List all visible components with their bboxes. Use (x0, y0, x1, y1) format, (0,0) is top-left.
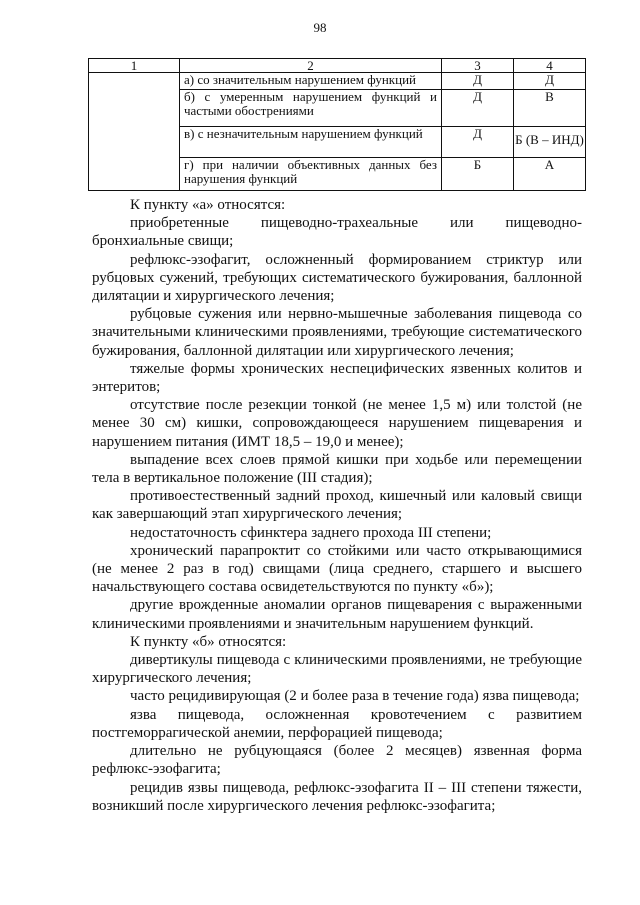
table-category-cell: Б (442, 158, 514, 191)
table-header-cell: 1 (89, 59, 180, 73)
paragraph: рубцовые сужения или нервно-мышечные заболевания пищевода со значительными клиническими проявлениями, требующие систематического бужирования, баллонной дилятации или хирургического лечения; (92, 306, 582, 359)
paragraph: рефлюкс-эзофагит, осложненный формированием стриктур или рубцовых сужений, требующих систематического бужирования, баллонной дилятации и хирургического лечения; (92, 251, 582, 305)
table-category-cell: А (514, 158, 586, 191)
table-category-cell: Д (514, 73, 586, 90)
category-table (88, 58, 586, 191)
table-header-cell: 4 (514, 59, 586, 73)
table-header-cell: 3 (442, 59, 514, 73)
table-row-label: а) со значительным нарушением функций (180, 73, 442, 90)
section-heading: К пункту «б» относятся: (130, 633, 287, 650)
paragraph: часто рецидивирующая (2 и более раза в течение года) язва пищевода; (130, 688, 580, 705)
paragraph: отсутствие после резекции тонкой (не менее 1,5 м) или толстой (не менее 30 см) кишки, сопровождающееся нарушением пищеварения и нарушением питания (ИМТ 18,5 – 19,0 и менее); (92, 397, 582, 450)
table-article-cell (89, 73, 180, 191)
table-category-cell: Д (442, 90, 514, 127)
table-header-cell: 2 (180, 59, 442, 73)
table-category-cell: В (514, 90, 586, 127)
table-category-cell: Д (442, 127, 514, 158)
paragraph: длительно не рубцующаяся (более 2 месяцев) язвенная форма рефлюкс-эзофагита; (92, 743, 582, 778)
table-row (89, 73, 586, 90)
paragraph: другие врожденные аномалии органов пищеварения с выраженными клиническими проявлениями и значительным нарушением функций. (92, 597, 582, 632)
table-category-cell: Б (В – ИНД) (514, 127, 586, 158)
table-row-label: г) при наличии объективных данных без нарушения функций (180, 158, 442, 191)
paragraph: выпадение всех слоев прямой кишки при ходьбе или перемещении тела в вертикальное положение (III стадия); (92, 451, 582, 487)
section-heading: К пункту «а» относятся: (130, 197, 286, 213)
table-row-label: б) с умеренным нарушением функций и частыми обострениями (180, 90, 442, 127)
paragraph: противоестественный задний проход, кишечный или каловый свищи как завершающий этап хирургического лечения; (92, 488, 582, 523)
document-body (92, 196, 582, 815)
table-category-cell: Д (442, 73, 514, 90)
paragraph: рецидив язвы пищевода, рефлюкс-эзофагита II – III степени тяжести, возникший после хирургического лечения рефлюкс-эзофагита; (92, 779, 582, 814)
paragraph: дивертикулы пищевода с клиническими проявлениями, не требующие хирургического лечения; (92, 652, 582, 687)
page-number: 98 (313, 20, 327, 35)
paragraph: язва пищевода, осложненная кровотечением с развитием постгеморрагической анемии, перфорацией пищевода; (92, 706, 582, 741)
table-row-label: в) с незначительным нарушением функций (180, 127, 442, 158)
paragraph: недостаточность сфинктера заднего прохода III степени; (130, 524, 492, 541)
table-header-row (89, 59, 586, 73)
paragraph: хронический парапроктит со стойкими или часто открывающимися (не менее 2 раз в год) свищами (лица среднего, старшего и высшего начальствующего состава освидетельствуются по пункту «б»); (92, 542, 582, 596)
paragraph: тяжелые формы хронических неспецифических язвенных колитов и энтеритов; (92, 360, 582, 396)
paragraph: приобретенные пищеводно-трахеальные или пищеводно-бронхиальные свищи; (92, 215, 582, 250)
